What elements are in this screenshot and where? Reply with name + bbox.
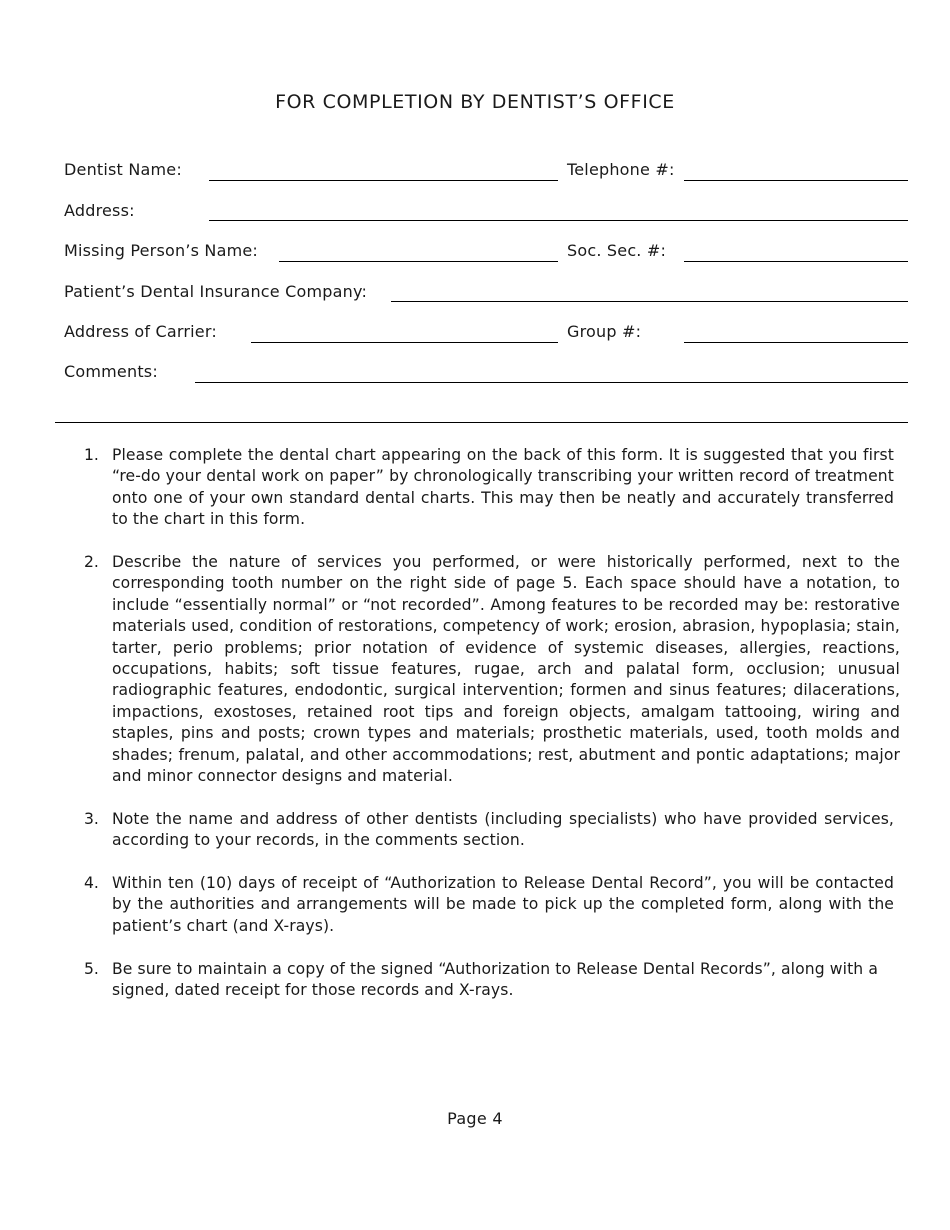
dentist-name-field[interactable] bbox=[209, 180, 558, 181]
missing-person-name-label: Missing Person’s Name: bbox=[64, 241, 259, 260]
telephone-label: Telephone #: bbox=[567, 160, 675, 179]
form-title: FOR COMPLETION BY DENTIST’S OFFICE bbox=[275, 91, 675, 113]
soc-sec-label: Soc. Sec. #: bbox=[567, 241, 667, 260]
instruction-item bbox=[84, 445, 900, 531]
missing-person-name-field[interactable] bbox=[279, 261, 558, 262]
instruction-item bbox=[84, 873, 900, 937]
dentist-name-label: Dentist Name: bbox=[64, 160, 182, 179]
instruction-item bbox=[84, 809, 900, 852]
group-field[interactable] bbox=[684, 342, 908, 343]
address-of-carrier-field[interactable] bbox=[251, 342, 558, 343]
comments-label: Comments: bbox=[64, 362, 158, 381]
instruction-text: Within ten (10) days of receipt of “Authorization to Release Dental Record”, you will be contacted by the authorities and arrangements will be made to pick up the completed form, along with the patient’s chart (and X-rays). bbox=[112, 874, 894, 935]
soc-sec-field[interactable] bbox=[684, 261, 908, 262]
comments-field[interactable] bbox=[195, 382, 908, 383]
address-label: Address: bbox=[64, 201, 135, 220]
insurance-company-field[interactable] bbox=[391, 301, 908, 302]
section-divider bbox=[55, 422, 908, 423]
page-number: Page 4 bbox=[447, 1109, 503, 1128]
instruction-number: 1. bbox=[84, 446, 99, 464]
instruction-number: 2. bbox=[84, 553, 99, 571]
insurance-company-label: Patient’s Dental Insurance Company: bbox=[64, 282, 368, 301]
instruction-text: Note the name and address of other dentists (including specialists) who have provided services, according to your records, in the comments section. bbox=[112, 810, 894, 850]
address-of-carrier-label: Address of Carrier: bbox=[64, 322, 217, 341]
group-label: Group #: bbox=[567, 322, 642, 341]
instruction-number: 4. bbox=[84, 874, 99, 892]
telephone-field[interactable] bbox=[684, 180, 908, 181]
instruction-number: 5. bbox=[84, 960, 99, 978]
instruction-number: 3. bbox=[84, 810, 99, 828]
instruction-item bbox=[84, 959, 900, 1002]
address-field[interactable] bbox=[209, 220, 908, 221]
instruction-text: Describe the nature of services you performed, or were historically performed, next to the corresponding tooth number on the right side of page 5. Each space should have a notation, to include “essentially normal” or “not recorded”. Among features to be recorded may be: restorative materials used, condition of restorations, competency of work; erosion, abrasion, hypoplasia; stain, tarter, perio problems; prior notation of evidence of systemic diseases, allergies, reactions, occupations, habits; soft tissue features, rugae, arch and palatal form, occlusion; unusual radiographic features, endodontic, surgical intervention; formen and sinus features; dilacerations, impactions, exostoses, retained root tips and foreign objects, amalgam tattooing, wiring and staples, pins and posts; crown types and materials; prosthetic materials, used, tooth molds and shades; frenum, palatal, and other accommodations; rest, abutment and pontic adaptations; major and minor connector designs and material. bbox=[112, 553, 900, 786]
instruction-text: Be sure to maintain a copy of the signed “Authorization to Release Dental Records”, along with a signed, dated receipt for those records and X-rays. bbox=[112, 960, 878, 1000]
instruction-item bbox=[84, 552, 900, 787]
instruction-text: Please complete the dental chart appearing on the back of this form. It is suggested that you first “re-do your dental work on paper” by chronologically transcribing your written record of treatment onto one of your own standard dental charts. This may then be neatly and accurately transferred to the chart in this form. bbox=[112, 446, 894, 529]
